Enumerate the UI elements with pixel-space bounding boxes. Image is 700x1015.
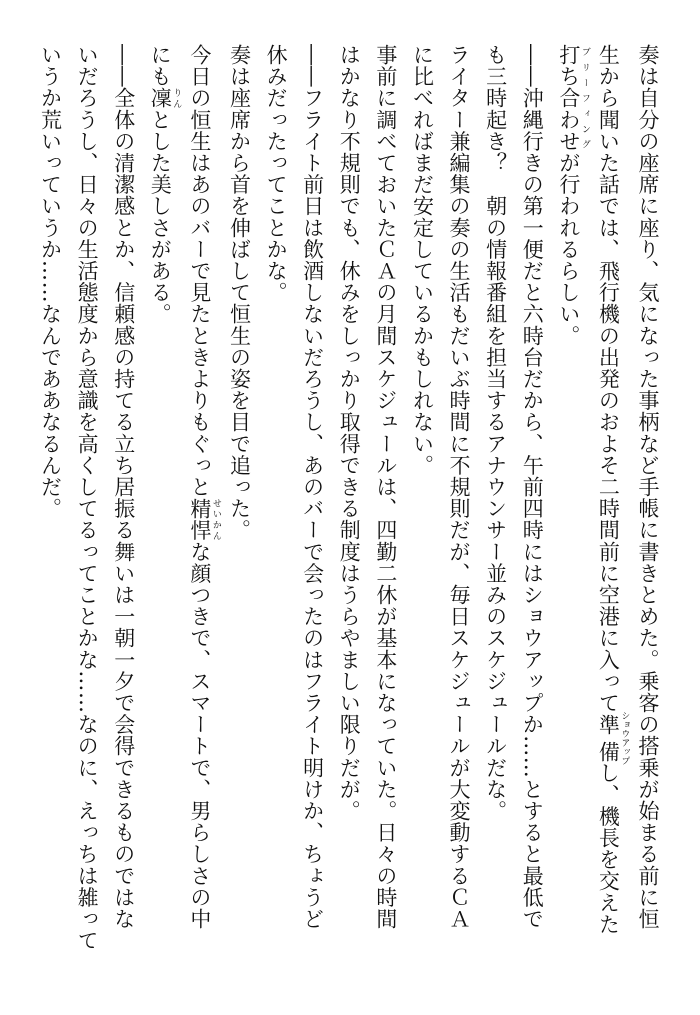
- ruby-seikan: 精悍 せいかん: [187, 497, 221, 541]
- text-line-14: にも凜 りんとした美しさがある。: [148, 44, 182, 325]
- text-line-10: ――フライト前日は飲酒しないだろうし、あのバーで会ったのはフライト明けか、ちょうど: [300, 44, 325, 930]
- text-line-12: 奏は座席から首を伸ばして恒生の姿を目で追った。: [227, 44, 252, 541]
- text-line-4: ――沖縄行きの第一便だと六時台だから、午前四時にはショウアップか……とすると最低で: [520, 44, 545, 930]
- text-line-5: も三時起き？ 朝の情報番組を担当するアナウンサー並みのスケジュールだな。: [483, 44, 508, 822]
- text-line-1: 奏は自分の座席に座り、気になった事柄など手帳に書きとめた。乗客の搭乗が始まる前に恒: [636, 44, 660, 930]
- text-line-9: はかなり不規則でも、休みをしっかり取得できる制度はうらやましい限りだが。: [337, 44, 362, 822]
- text-line-16: いだろうし、日々の生活態度から意識を高くしてるってことかな……なのに、えっちは雑って: [75, 44, 100, 952]
- text-line-11: 休みだったってことかな。: [264, 44, 289, 304]
- vertical-text-body: [26, 44, 666, 984]
- text-line-2-start: 生から聞いた話では、飛行機の出発のおよそ二時間前に空港に入って: [596, 44, 621, 714]
- text-line-13: 今日の恒生はあのバーで見たときよりもぐっと精悍 せいかんな顔つきで、スマートで、男らしさの中: [187, 44, 221, 930]
- text-line-6: ライター兼編集の奏の生活もだいぶ時間に不規則だが、毎日スケジュールが大変動するＣＡ: [447, 44, 472, 930]
- text-line-8: 事前に調べておいたＣＡの月間スケジュールは、四勤二休が基本になっていた。日々の時間: [373, 44, 398, 930]
- text-line-17: いうか荒いっていうか……なんでああなるんだ。: [38, 44, 63, 520]
- text-line-7: に比べればまだ安定しているかもしれない。: [410, 44, 435, 476]
- text-line-2-end: し、機長を交えた: [596, 762, 621, 936]
- ruby-rin: 凜 りん: [148, 87, 182, 109]
- text-line-15: ――全体の清潔感とか、信頼感の持てる立ち居振る舞いは一朝一夕で会得できるものではな: [111, 44, 136, 930]
- text-line-3: 打ち合わせ ブリーフィングが行われるらしい。: [556, 44, 590, 347]
- ruby-shouappu: 準備 ショウアップ: [596, 710, 630, 765]
- ruby-briefing: 打ち合わせ ブリーフィング: [556, 44, 590, 152]
- text-line-2: [590, 44, 630, 984]
